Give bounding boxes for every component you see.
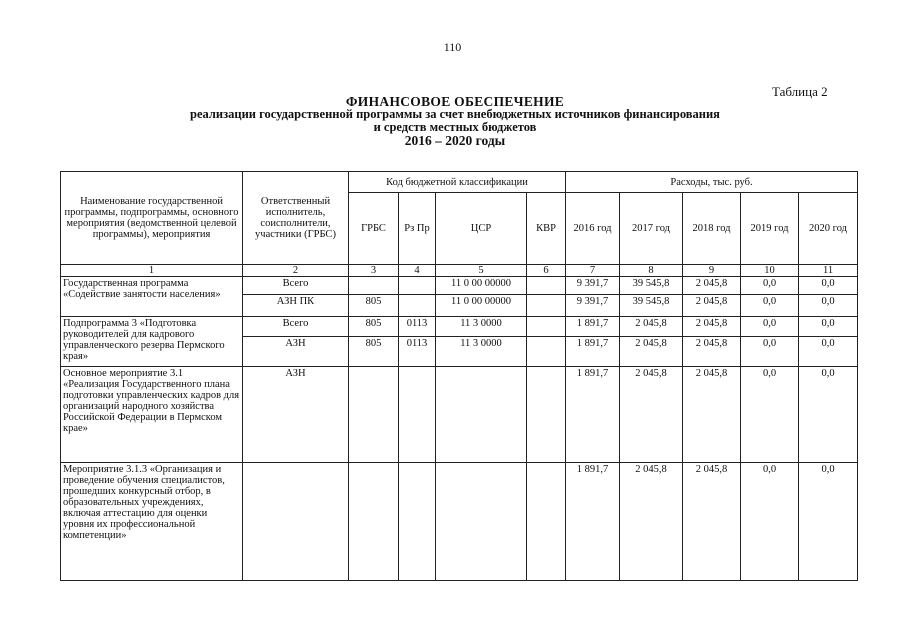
column-numbers-row <box>61 265 858 277</box>
row-value-2016: 1 891,7 <box>566 367 620 463</box>
row-name: Подпрограмма 3 «Подготовка руководителей для кадрового управленческого резерва Пермского края» <box>61 317 243 367</box>
column-number: 9 <box>683 265 741 277</box>
row-responsible <box>243 463 349 581</box>
header-2016: 2016 год <box>566 193 620 265</box>
row-csr <box>436 463 527 581</box>
row-value-2019: 0,0 <box>741 367 799 463</box>
row-csr: 11 3 0000 <box>436 317 527 337</box>
row-rz-pr: 0113 <box>399 337 436 367</box>
row-value-2016: 1 891,7 <box>566 463 620 581</box>
header-csr: ЦСР <box>436 193 527 265</box>
header-name: Наименование государственной программы, подпрограммы, основного мероприятия (ведомственной целевой программы), мероприятия <box>61 172 243 265</box>
row-grbs <box>349 277 399 295</box>
row-grbs <box>349 367 399 463</box>
row-value-2020: 0,0 <box>799 337 858 367</box>
row-value-2018: 2 045,8 <box>683 317 741 337</box>
row-rz-pr <box>399 463 436 581</box>
header-budget-code: Код бюджетной классификации <box>349 172 566 193</box>
header-expenses: Расходы, тыс. руб. <box>566 172 858 193</box>
row-value-2018: 2 045,8 <box>683 295 741 317</box>
title-main: ФИНАНСОВОЕ ОБЕСПЕЧЕНИЕ <box>345 94 565 109</box>
column-number: 5 <box>436 265 527 277</box>
row-value-2018: 2 045,8 <box>683 367 741 463</box>
row-value-2019: 0,0 <box>741 337 799 367</box>
row-value-2018: 2 045,8 <box>683 277 741 295</box>
row-csr: 11 3 0000 <box>436 337 527 367</box>
row-grbs: 805 <box>349 317 399 337</box>
page-number: 110 <box>443 40 462 54</box>
table-row <box>61 367 858 463</box>
row-value-2018: 2 045,8 <box>683 463 741 581</box>
table-label: Таблица 2 <box>772 84 828 99</box>
row-value-2016: 9 391,7 <box>566 277 620 295</box>
row-responsible: Всего <box>243 277 349 295</box>
row-value-2019: 0,0 <box>741 295 799 317</box>
row-csr: 11 0 00 00000 <box>436 295 527 317</box>
row-responsible: АЗН <box>243 337 349 367</box>
row-kvr <box>527 367 566 463</box>
row-kvr <box>527 317 566 337</box>
column-number: 3 <box>349 265 399 277</box>
row-kvr <box>527 337 566 367</box>
row-value-2019: 0,0 <box>741 463 799 581</box>
row-kvr <box>527 463 566 581</box>
row-value-2017: 2 045,8 <box>620 463 683 581</box>
title-years: 2016 – 2020 годы <box>404 133 506 148</box>
row-kvr <box>527 277 566 295</box>
row-responsible: Всего <box>243 317 349 337</box>
column-number: 10 <box>741 265 799 277</box>
row-value-2020: 0,0 <box>799 295 858 317</box>
header-grbs: ГРБС <box>349 193 399 265</box>
row-value-2017: 2 045,8 <box>620 337 683 367</box>
title-line-3: и средств местных бюджетов <box>373 120 537 134</box>
row-csr <box>436 367 527 463</box>
row-value-2016: 1 891,7 <box>566 337 620 367</box>
header-2018: 2018 год <box>683 193 741 265</box>
row-value-2020: 0,0 <box>799 317 858 337</box>
row-name: Мероприятие 3.1.3 «Организация и проведение обучения специалистов, прошедших конкурсный отбор, в образовательных учреждениях, включая аттестацию для оценки уровня их профессиональной компетенции» <box>61 463 243 581</box>
row-rz-pr <box>399 295 436 317</box>
row-value-2020: 0,0 <box>799 367 858 463</box>
row-value-2017: 2 045,8 <box>620 317 683 337</box>
row-csr: 11 0 00 00000 <box>436 277 527 295</box>
row-value-2020: 0,0 <box>799 463 858 581</box>
row-grbs: 805 <box>349 295 399 317</box>
column-number: 7 <box>566 265 620 277</box>
row-value-2019: 0,0 <box>741 277 799 295</box>
row-value-2019: 0,0 <box>741 317 799 337</box>
column-number: 2 <box>243 265 349 277</box>
header-2017: 2017 год <box>620 193 683 265</box>
row-value-2017: 39 545,8 <box>620 277 683 295</box>
header-2020: 2020 год <box>799 193 858 265</box>
financing-table <box>60 171 858 581</box>
title-block <box>60 95 850 147</box>
table-row <box>61 277 858 295</box>
row-value-2017: 39 545,8 <box>620 295 683 317</box>
header-responsible: Ответственный исполнитель, соисполнители, участники (ГРБС) <box>243 172 349 265</box>
row-kvr <box>527 295 566 317</box>
row-rz-pr <box>399 367 436 463</box>
column-number: 4 <box>399 265 436 277</box>
row-grbs: 805 <box>349 337 399 367</box>
title-line-2: реализации государственной программы за счет внебюджетных источников финансирования <box>190 107 720 121</box>
row-name: Государственная программа «Содействие занятости населения» <box>61 277 243 317</box>
table-row <box>61 463 858 581</box>
row-value-2016: 1 891,7 <box>566 317 620 337</box>
row-value-2020: 0,0 <box>799 277 858 295</box>
row-rz-pr: 0113 <box>399 317 436 337</box>
column-number: 8 <box>620 265 683 277</box>
row-grbs <box>349 463 399 581</box>
row-value-2017: 2 045,8 <box>620 367 683 463</box>
column-number: 6 <box>527 265 566 277</box>
row-responsible: АЗН <box>243 367 349 463</box>
row-responsible: АЗН ПК <box>243 295 349 317</box>
row-value-2018: 2 045,8 <box>683 337 741 367</box>
header-2019: 2019 год <box>741 193 799 265</box>
header-rz-pr: Рз Пр <box>399 193 436 265</box>
column-number: 1 <box>61 265 243 277</box>
row-name: Основное мероприятие 3.1 «Реализация Государственного плана подготовки управленческих кадров для организаций народного хозяйства Российской Федерации в Пермском крае» <box>61 367 243 463</box>
row-rz-pr <box>399 277 436 295</box>
row-value-2016: 9 391,7 <box>566 295 620 317</box>
header-kvr: КВР <box>527 193 566 265</box>
table-row <box>61 317 858 337</box>
column-number: 11 <box>799 265 858 277</box>
